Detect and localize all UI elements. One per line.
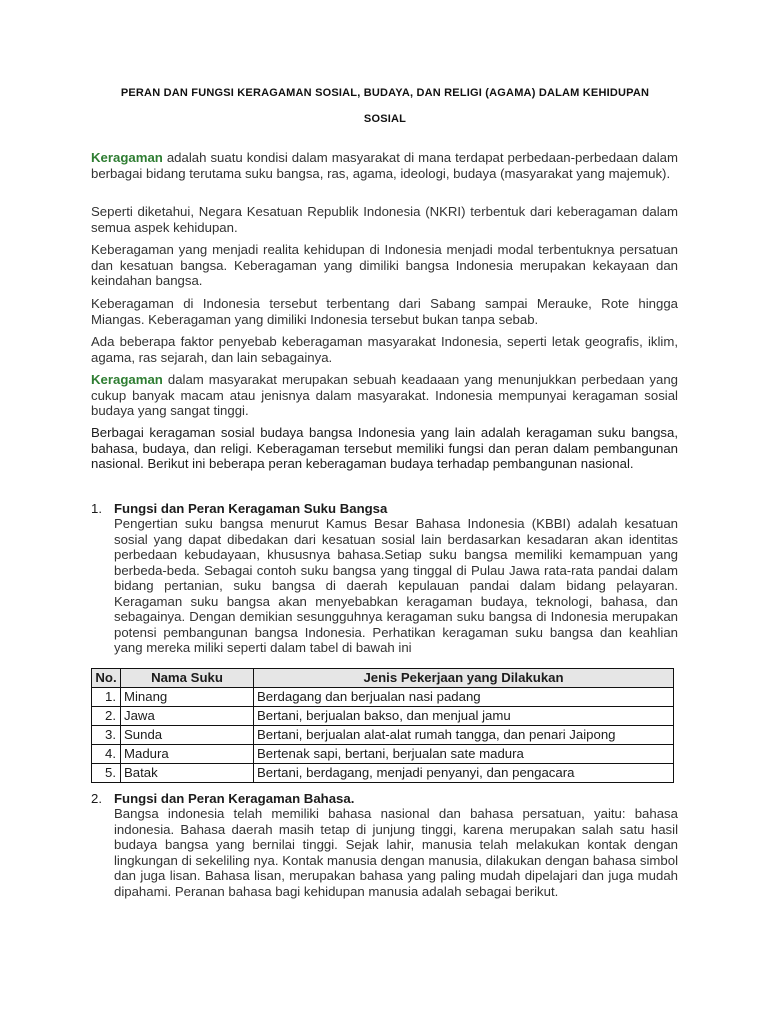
paragraph-keragaman-masyarakat <box>91 372 678 419</box>
cell-pekerjaan: Bertani, berdagang, menjadi penyanyi, dan pengacara <box>254 764 674 783</box>
list-number-2: 2. <box>91 791 102 806</box>
cell-nama-suku: Batak <box>121 764 254 783</box>
section-heading-bahasa: Fungsi dan Peran Keragaman Bahasa. <box>114 791 355 806</box>
paragraph-definition <box>91 150 678 181</box>
table-row <box>92 764 674 783</box>
paragraph-faktor: Ada beberapa faktor penyebab keberagaman masyarakat Indonesia, seperti letak geografis, iklim, agama, ras sejarah, dan lain sebagainya. <box>91 334 678 365</box>
cell-nama-suku: Madura <box>121 745 254 764</box>
page-title <box>80 80 690 132</box>
header-no: No. <box>92 669 121 688</box>
suku-bangsa-table <box>91 668 674 783</box>
cell-pekerjaan: Bertani, berjualan alat-alat rumah tangga, dan penari Jaipong <box>254 726 674 745</box>
paragraph-berbagai-keragaman: Berbagai keragaman sosial budaya bangsa Indonesia yang lain adalah keragaman suku bangsa, bahasa, budaya, dan religi. Keberagaman tersebut memiliki fungsi dan peran dalam pembangunan nasional. Berikut ini beberapa peran keberagaman budaya terhadap pembangunan nasional. <box>91 425 678 471</box>
cell-nama-suku: Jawa <box>121 707 254 726</box>
section-body-suku-bangsa: Pengertian suku bangsa menurut Kamus Besar Bahasa Indonesia (KBBI) adalah kesatuan sosial yang dapat dibedakan dari kesatuan sosial lain berdasarkan kesadaran akan identitas perbedaan kebudayaan, khususnya bahasa.Setiap suku bangsa memiliki kemampuan yang berbeda-beda. Sebagai contoh suku bangsa yang tinggal di Pulau Jawa rata-rata pandai dalam bidang pertanian, suku bangsa di daerah kepulauan pandai dalam bidang pelayaran. Keragaman suku bangsa akan menyebabkan keragaman budaya, teknologi, bahasa, dan sebagainya. Dengan demikian sesungguhnya keragaman suku bangsa di Indonesia merupakan potensi pembangunan bangsa Indonesia. Perhatikan keragaman suku bangsa dan keahlian yang mereka miliki seperti dalam tabel di bawah ini <box>114 516 678 655</box>
paragraph-realita: Keberagaman yang menjadi realita kehidupan di Indonesia menjadi modal terbentuknya persatuan dan kesatuan bangsa. Keberagaman yang dimiliki bangsa Indonesia merupakan kekayaan dan keindahan bangsa. <box>91 242 678 288</box>
cell-nama-suku: Sunda <box>121 726 254 745</box>
paragraph-text: adalah suatu kondisi dalam masyarakat di mana terdapat perbedaan-perbedaan dalam berbagai bidang terutama suku bangsa, ras, agama, ideologi, budaya (masyarakat yang majemuk). <box>91 150 678 181</box>
paragraph-text: dalam masyarakat merupakan sebuah keadaaan yang menunjukkan perbedaan yang cukup banyak macam atau jenisnya dalam masyarakat. Indonesia mempunyai keragaman sosial budaya yang sangat tinggi. <box>91 372 678 418</box>
header-nama-suku: Nama Suku <box>121 669 254 688</box>
title-line-1: PERAN DAN FUNGSI KERAGAMAN SOSIAL, BUDAYA, DAN RELIGI (AGAMA) DALAM KEHIDUPAN <box>120 87 650 99</box>
table-row <box>92 707 674 726</box>
list-number-1: 1. <box>91 501 102 516</box>
paragraph-sabang: Keberagaman di Indonesia tersebut terbentang dari Sabang sampai Merauke, Rote hingga Miangas. Keberagaman yang dimiliki Indonesia tersebut bukan tanpa sebab. <box>91 296 678 327</box>
cell-no: 4. <box>92 745 121 764</box>
header-jenis-pekerjaan: Jenis Pekerjaan yang Dilakukan <box>254 669 674 688</box>
keyword-keragaman: Keragaman <box>91 150 163 165</box>
keyword-keragaman: Keragaman <box>91 372 163 387</box>
paragraph-nkri: Seperti diketahui, Negara Kesatuan Republik Indonesia (NKRI) terbentuk dari keberagaman dalam semua aspek kehidupan. <box>91 204 678 235</box>
cell-no: 5. <box>92 764 121 783</box>
cell-pekerjaan: Bertenak sapi, bertani, berjualan sate madura <box>254 745 674 764</box>
section-body-bahasa: Bangsa indonesia telah memiliki bahasa nasional dan bahasa persatuan, yaitu: bahasa indonesia. Bahasa daerah masih tetap di junjung tinggi, karena merupakan salah satu hasil budaya bangsa yang bernilai tinggi. Sejak lahir, manusia telah melakukan kontak dengan lingkungan di sekeliling nya. Kontak manusia dengan manusia, dilakukan dengan bahasa simbol dan juga lisan. Bahasa lisan, merupakan bahasa yang paling mudah dipelajari dan juga mudah dipahami. Peranan bahasa bagi kehidupan manusia adalah sebagai berikut. <box>114 806 678 899</box>
title-line-2: SOSIAL <box>363 113 407 125</box>
table-header-row <box>92 669 674 688</box>
cell-nama-suku: Minang <box>121 688 254 707</box>
cell-no: 2. <box>92 707 121 726</box>
cell-no: 3. <box>92 726 121 745</box>
table-row <box>92 726 674 745</box>
cell-pekerjaan: Berdagang dan berjualan nasi padang <box>254 688 674 707</box>
cell-pekerjaan: Bertani, berjualan bakso, dan menjual jamu <box>254 707 674 726</box>
cell-no: 1. <box>92 688 121 707</box>
section-heading-suku-bangsa: Fungsi dan Peran Keragaman Suku Bangsa <box>114 501 388 516</box>
table-row <box>92 745 674 764</box>
table-row <box>92 688 674 707</box>
